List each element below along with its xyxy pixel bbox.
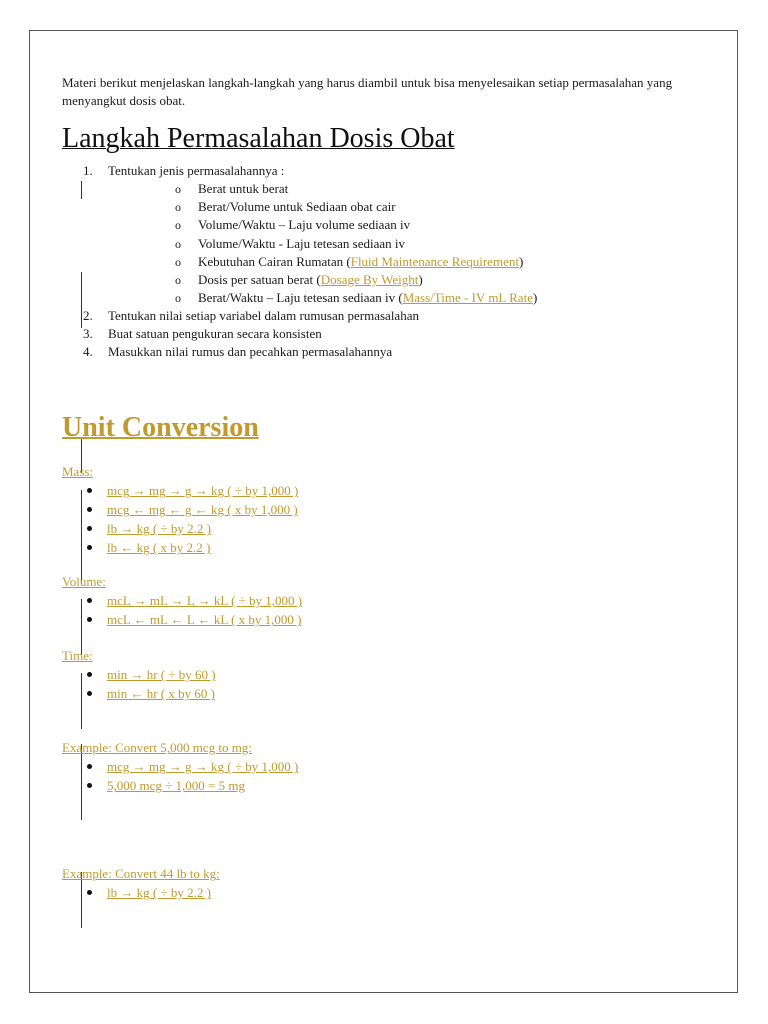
list-item: 4. Masukkan nilai rumus dan pecahkan permasalahannya xyxy=(83,344,393,360)
list-item[interactable]: 5,000 mcg ÷ 1,000 = 5 mg xyxy=(62,776,682,795)
list-item: o Volume/Waktu - Laju tetesan sediaan iv xyxy=(175,235,406,251)
list-item[interactable]: mcg → mg → g → kg ( ÷ by 1,000 ) xyxy=(62,481,682,500)
list-item: o Dosis per satuan berat (Dosage By Weight) xyxy=(175,272,423,288)
volume-list xyxy=(62,591,682,629)
list-item: o Volume/Waktu – Laju volume sediaan iv xyxy=(175,217,411,233)
list-item[interactable]: lb → kg ( ÷ by 2.2 ) xyxy=(62,883,682,902)
unit-conversion-heading[interactable]: Unit Conversion xyxy=(62,412,259,444)
list-item[interactable]: mcL → mL → L → kL ( ÷ by 1,000 ) xyxy=(62,591,682,610)
list-item[interactable]: lb ← kg ( x by 2.2 ) xyxy=(62,538,682,557)
link-dosage-by-weight[interactable]: Dosage By Weight xyxy=(320,272,419,288)
list-item[interactable]: mcg ← mg ← g ← kg ( x by 1,000 ) xyxy=(62,500,682,519)
list-item: 2. Tentukan nilai setiap variabel dalam rumusan permasalahan xyxy=(83,308,419,324)
intro-paragraph: Materi berikut menjelaskan langkah-langkah yang harus diambil untuk bisa menyelesaikan setiap permasalahan yang menyangkut dosis obat. xyxy=(62,75,673,108)
steps-list xyxy=(62,162,682,361)
list-item: 1. Tentukan jenis permasalahannya : o Berat untuk berat o Berat/Volume untuk Sediaan obat cair o Volume/Waktu – Laju volume sediaan iv o Volume/Waktu - Laju tetesan sediaan iv o Kebutuhan Cairan Rumatan (Fluid Maintenance Requirement) o Dosis per satuan berat (Dosage By Weight) o Berat/Waktu – Laju tetesan sediaan iv (Mass/Time - IV mL Rate) xyxy=(62,162,682,307)
document-content xyxy=(62,44,682,902)
example2-label[interactable]: Example: Convert 44 lb to kg: xyxy=(62,866,220,882)
example1-label[interactable]: Example: Convert 5,000 mcg to mg: xyxy=(62,740,252,756)
list-item[interactable]: mcL ← mL ← L ← kL ( x by 1,000 ) xyxy=(62,610,682,629)
list-item: o Kebutuhan Cairan Rumatan (Fluid Maintenance Requirement) xyxy=(175,253,524,269)
problem-types-list xyxy=(108,180,682,307)
mass-label[interactable]: Mass: xyxy=(62,464,94,480)
page-title: Langkah Permasalahan Dosis Obat xyxy=(62,123,455,154)
time-list xyxy=(62,665,682,703)
list-item: o Berat untuk berat xyxy=(175,181,289,196)
list-item[interactable]: min → hr ( ÷ by 60 ) xyxy=(62,665,682,684)
list-item: 3. Buat satuan pengukuran secara konsisten xyxy=(83,326,322,342)
link-fluid-maintenance[interactable]: Fluid Maintenance Requirement xyxy=(350,253,519,269)
time-label[interactable]: Time: xyxy=(62,648,93,664)
list-item[interactable]: lb → kg ( ÷ by 2.2 ) xyxy=(62,519,682,538)
link-mass-time-iv-rate[interactable]: Mass/Time - IV mL Rate xyxy=(402,290,533,306)
mass-list xyxy=(62,481,682,557)
example2-list xyxy=(62,883,682,902)
example1-list xyxy=(62,757,682,795)
list-item: o Berat/Volume untuk Sediaan obat cair xyxy=(175,199,396,215)
list-item[interactable]: min ← hr ( x by 60 ) xyxy=(62,684,682,703)
volume-label[interactable]: Volume: xyxy=(62,574,106,590)
list-item[interactable]: mcg → mg → g → kg ( ÷ by 1,000 ) xyxy=(62,757,682,776)
list-item: o Berat/Waktu – Laju tetesan sediaan iv (Mass/Time - IV mL Rate) xyxy=(175,290,538,306)
